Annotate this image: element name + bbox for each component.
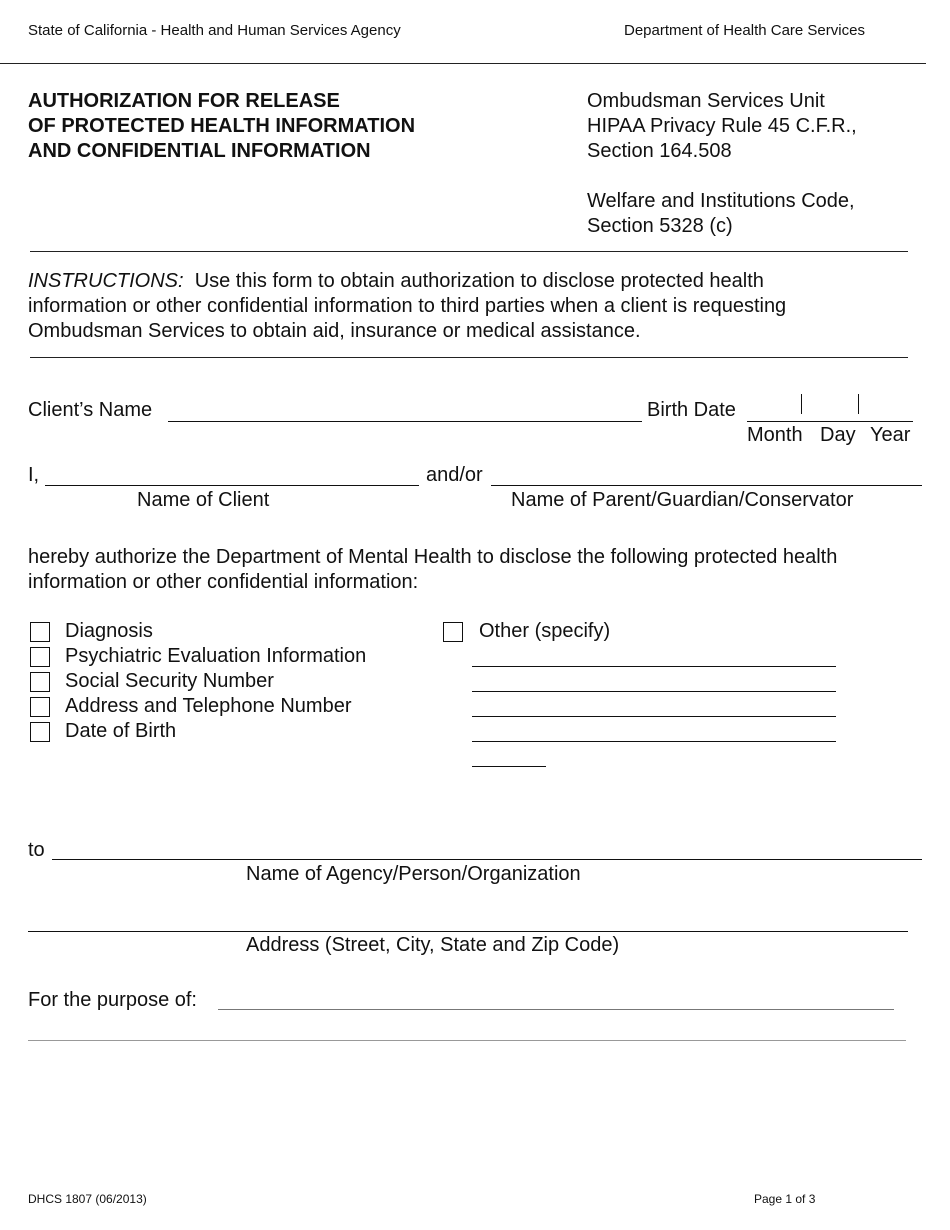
other-specify-line[interactable]: [472, 766, 546, 767]
other-specify-line[interactable]: [472, 691, 836, 692]
purpose-field[interactable]: [218, 1009, 894, 1010]
instructions-line2: information or other confidential information to third parties when a client is requesting: [28, 295, 787, 317]
birth-date-separator: [801, 394, 802, 414]
purpose-field-continued[interactable]: [28, 1040, 906, 1041]
address-phone-checkbox[interactable]: [30, 697, 50, 717]
dob-label: Date of Birth: [65, 720, 177, 742]
diagnosis-checkbox[interactable]: [30, 622, 50, 642]
client-name-caption: Name of Client: [137, 489, 270, 511]
reference-line1: Ombudsman Services Unit: [587, 90, 825, 112]
instructions-line3: Ombudsman Services to obtain aid, insurance or medical assistance.: [28, 320, 641, 342]
instructions-divider: [30, 357, 908, 358]
psych-eval-checkbox[interactable]: [30, 647, 50, 667]
form-title-line3: AND CONFIDENTIAL INFORMATION: [28, 140, 371, 162]
agency-name: State of California - Health and Human Services Agency: [28, 22, 401, 39]
instructions-label: INSTRUCTIONS:: [28, 270, 184, 292]
guardian-name-field[interactable]: [491, 485, 922, 486]
reference-line5: Section 5328 (c): [587, 215, 733, 237]
diagnosis-label: Diagnosis: [65, 620, 153, 642]
psych-eval-label: Psychiatric Evaluation Information: [65, 645, 367, 667]
dob-checkbox[interactable]: [30, 722, 50, 742]
department-name: Department of Health Care Services: [624, 22, 865, 39]
title-divider: [30, 251, 908, 252]
form-title-line1: AUTHORIZATION FOR RELEASE: [28, 90, 340, 112]
andor-label: and/or: [426, 464, 483, 486]
i-label: I,: [28, 464, 40, 486]
birth-date-label: Birth Date: [647, 399, 736, 421]
form-title-line2: OF PROTECTED HEALTH INFORMATION: [28, 115, 416, 137]
month-caption: Month: [747, 424, 803, 446]
client-name-field[interactable]: [168, 421, 642, 422]
authorization-statement: [28, 545, 938, 595]
purpose-label: For the purpose of:: [28, 989, 197, 1011]
reference-line2: HIPAA Privacy Rule 45 C.F.R.,: [587, 115, 857, 137]
client-name-signature-field[interactable]: [45, 485, 419, 486]
guardian-name-caption: Name of Parent/Guardian/Conservator: [511, 489, 854, 511]
other-specify-line[interactable]: [472, 716, 836, 717]
birth-date-field[interactable]: [747, 421, 913, 422]
authorization-line1: hereby authorize the Department of Mental Health to disclose the following protected health: [28, 546, 838, 568]
instructions-line1: Use this form to obtain authorization to disclose protected health: [194, 270, 764, 292]
authorization-line2: information or other confidential information:: [28, 571, 419, 593]
client-name-label: Client’s Name: [28, 399, 153, 421]
recipient-name-field[interactable]: [52, 859, 922, 860]
instructions: [28, 269, 928, 344]
other-specify-line[interactable]: [472, 666, 836, 667]
other-checkbox[interactable]: [443, 622, 463, 642]
other-specify-line[interactable]: [472, 741, 836, 742]
ssn-checkbox[interactable]: [30, 672, 50, 692]
form-title: [28, 89, 415, 164]
recipient-address-caption: Address (Street, City, State and Zip Code): [246, 934, 620, 956]
to-label: to: [28, 839, 45, 861]
address-phone-label: Address and Telephone Number: [65, 695, 352, 717]
birth-date-separator: [858, 394, 859, 414]
form-id: DHCS 1807 (06/2013): [28, 1192, 147, 1206]
day-caption: Day: [820, 424, 856, 446]
reference-line4: Welfare and Institutions Code,: [587, 190, 855, 212]
year-caption: Year: [870, 424, 911, 446]
reference-line3: Section 164.508: [587, 140, 732, 162]
ssn-label: Social Security Number: [65, 670, 274, 692]
recipient-name-caption: Name of Agency/Person/Organization: [246, 863, 581, 885]
legal-reference: [587, 89, 857, 239]
page-number: Page 1 of 3: [754, 1192, 816, 1206]
other-label: Other (specify): [479, 620, 611, 642]
recipient-address-field[interactable]: [28, 931, 908, 932]
header-divider: [0, 63, 926, 64]
